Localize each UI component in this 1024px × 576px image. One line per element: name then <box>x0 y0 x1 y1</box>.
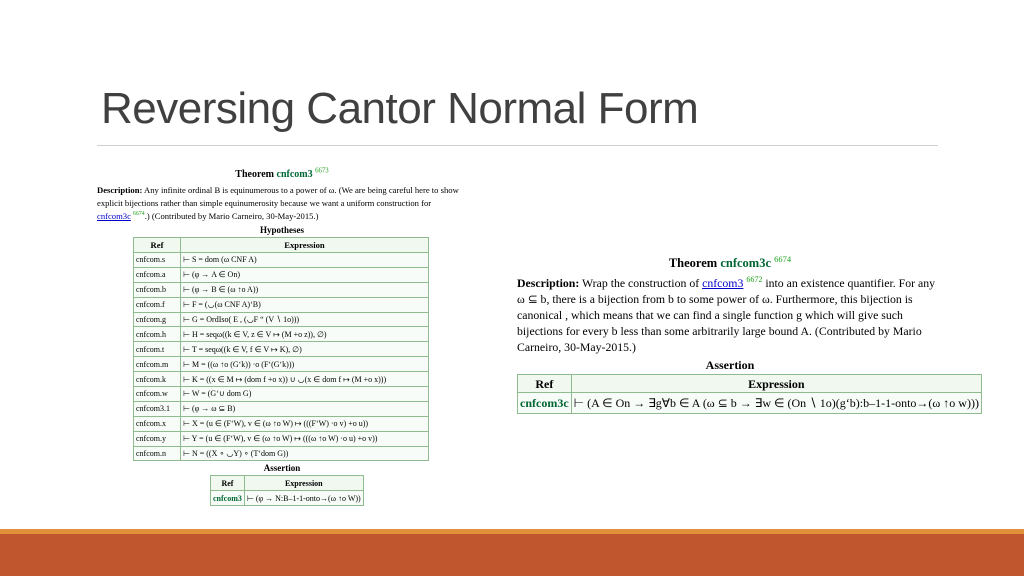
left-theorem-number: 6673 <box>315 167 329 175</box>
right-theorem-number: 6674 <box>774 253 792 264</box>
hypotheses-table <box>133 237 429 461</box>
hypothesis-ref[interactable]: cnfcom.s <box>134 253 181 268</box>
hypothesis-ref[interactable]: cnfcom.x <box>134 416 181 431</box>
table-row <box>134 387 429 402</box>
hypothesis-expr: ⊢ G = OrdIso( E , (◡F “ (V ∖ 1o))) <box>181 312 429 327</box>
table-row <box>134 267 429 282</box>
hypothesis-ref[interactable]: cnfcom.y <box>134 431 181 446</box>
left-theorem-heading <box>97 168 467 181</box>
hyp-ref-header: Ref <box>134 238 181 253</box>
hypothesis-ref[interactable]: cnfcom.g <box>134 312 181 327</box>
hypothesis-ref[interactable]: cnfcom.t <box>134 342 181 357</box>
right-description-line1-b: into an existence quantifier. <box>765 276 896 290</box>
left-description-text: Any infinite ordinal B is equinumerous to a power of ω. (We are being careful here to show explicit bijections rather than simple equinumerosity because we want a uniform construction for <box>97 185 459 208</box>
right-theorem-name: cnfcom3c <box>720 256 772 270</box>
hypothesis-expr: ⊢ K = ((x ∈ M ↦ (dom f +o x)) ∪ ◡(x ∈ dom f ↦ (M +o x))) <box>181 372 429 387</box>
table-row <box>134 282 429 297</box>
right-description-link-number: 6672 <box>746 275 763 285</box>
hypothesis-ref[interactable]: cnfcom.h <box>134 327 181 342</box>
left-assertion-ref[interactable]: cnfcom3 <box>211 491 245 506</box>
hypothesis-expr: ⊢ W = (G‘∪ dom G) <box>181 387 429 402</box>
hyp-expr-header: Expression <box>181 238 429 253</box>
slide-title: Reversing Cantor Normal Form <box>101 84 699 133</box>
hypothesis-ref[interactable]: cnfcom.k <box>134 372 181 387</box>
hypothesis-expr: ⊢ Y = (u ∈ (F‘W), v ∈ (ω ↑o W) ↦ (((ω ↑o W) ·o u) +o v)) <box>181 431 429 446</box>
left-description-label: Description: <box>97 185 143 195</box>
right-description-rest: For any ω ⊆ b, there is a bijection from b to some power of ω. Furthermore, this bijection is canonical , which means that we can find a single function g which will give such bijections for every b less than some arbitrarily large bound A. (Contributed by Mario Carneiro, 30-May-2015.) <box>517 276 936 354</box>
hypothesis-expr: ⊢ F = (◡(ω CNF A)‘B) <box>181 297 429 312</box>
hypothesis-expr: ⊢ S = dom (ω CNF A) <box>181 253 429 268</box>
left-theorem-description <box>97 184 467 223</box>
right-assertion-ref[interactable]: cnfcom3c <box>518 393 572 414</box>
right-theorem-heading-prefix: Theorem <box>668 256 721 270</box>
left-assertion-heading: Assertion <box>263 463 301 474</box>
table-row <box>134 253 429 268</box>
right-assertion-expr: ⊢ (A ∈ On → ∃g∀b ∈ A (ω ⊆ b → ∃w ∈ (On ∖ 1o)(g‘b):b–1-1-onto→(ω ↑o w))) <box>571 393 981 414</box>
left-assertion-table <box>210 475 364 506</box>
hypothesis-ref[interactable]: cnfcom3.1 <box>134 401 181 416</box>
footer-bar <box>0 534 1024 576</box>
hypothesis-ref[interactable]: cnfcom.w <box>134 387 181 402</box>
left-theorem-panel <box>97 168 467 506</box>
title-divider <box>97 145 938 146</box>
hypothesis-ref[interactable]: cnfcom.b <box>134 282 181 297</box>
hypothesis-expr: ⊢ (φ → A ∈ On) <box>181 267 429 282</box>
left-description-link[interactable]: cnfcom3c <box>97 211 131 221</box>
hypothesis-expr: ⊢ M = ((ω ↑o (G‘k)) ·o (F‘(G‘k))) <box>181 357 429 372</box>
right-theorem-heading <box>517 255 943 271</box>
right-description-label: Description: <box>517 276 580 290</box>
table-row <box>134 431 429 446</box>
hypothesis-ref[interactable]: cnfcom.f <box>134 297 181 312</box>
left-asr-ref-header: Ref <box>211 476 245 491</box>
hypothesis-expr: ⊢ (φ → B ∈ (ω ↑o A)) <box>181 282 429 297</box>
hypothesis-expr: ⊢ N = ((X ∘ ◡Y) ∘ (T‘dom G)) <box>181 446 429 461</box>
table-row <box>134 342 429 357</box>
table-row <box>134 416 429 431</box>
table-row <box>134 312 429 327</box>
table-row <box>518 393 982 414</box>
table-row <box>134 357 429 372</box>
table-row <box>134 327 429 342</box>
hypothesis-ref[interactable]: cnfcom.m <box>134 357 181 372</box>
right-theorem-panel <box>517 253 979 414</box>
hypothesis-expr: ⊢ T = seqω((k ∈ V, f ∈ V ↦ K), ∅) <box>181 342 429 357</box>
hypothesis-expr: ⊢ (φ → ω ⊆ B) <box>181 401 429 416</box>
left-description-tail: .) (Contributed by Mario Carneiro, 30-May-2015.) <box>144 211 319 221</box>
table-row <box>134 401 429 416</box>
table-row <box>211 491 364 506</box>
hypotheses-heading: Hypotheses <box>259 225 304 235</box>
right-asr-expr-header: Expression <box>571 375 981 393</box>
left-description-link-number: 6674 <box>133 211 145 218</box>
left-theorem-name: cnfcom3 <box>276 169 313 180</box>
table-row <box>134 446 429 461</box>
left-theorem-heading-prefix: Theorem <box>235 169 277 180</box>
right-assertion-table <box>517 374 982 414</box>
right-assertion-heading: Assertion <box>705 358 755 372</box>
table-row <box>134 297 429 312</box>
hypothesis-ref[interactable]: cnfcom.n <box>134 446 181 461</box>
right-theorem-description <box>517 275 943 355</box>
table-row <box>134 372 429 387</box>
right-asr-ref-header: Ref <box>518 375 572 393</box>
hypothesis-expr: ⊢ H = seqω((k ∈ V, z ∈ V ↦ (M +o z)), ∅) <box>181 327 429 342</box>
right-description-line1-a: Wrap the construction of <box>582 276 700 290</box>
hypothesis-ref[interactable]: cnfcom.a <box>134 267 181 282</box>
right-description-link[interactable]: cnfcom3 <box>702 276 744 290</box>
left-assertion-expr: ⊢ (φ → N:B–1-1-onto→(ω ↑o W)) <box>244 491 363 506</box>
left-asr-expr-header: Expression <box>244 476 363 491</box>
hypothesis-expr: ⊢ X = (u ∈ (F‘W), v ∈ (ω ↑o W) ↦ (((F‘W) ·o v) +o u)) <box>181 416 429 431</box>
